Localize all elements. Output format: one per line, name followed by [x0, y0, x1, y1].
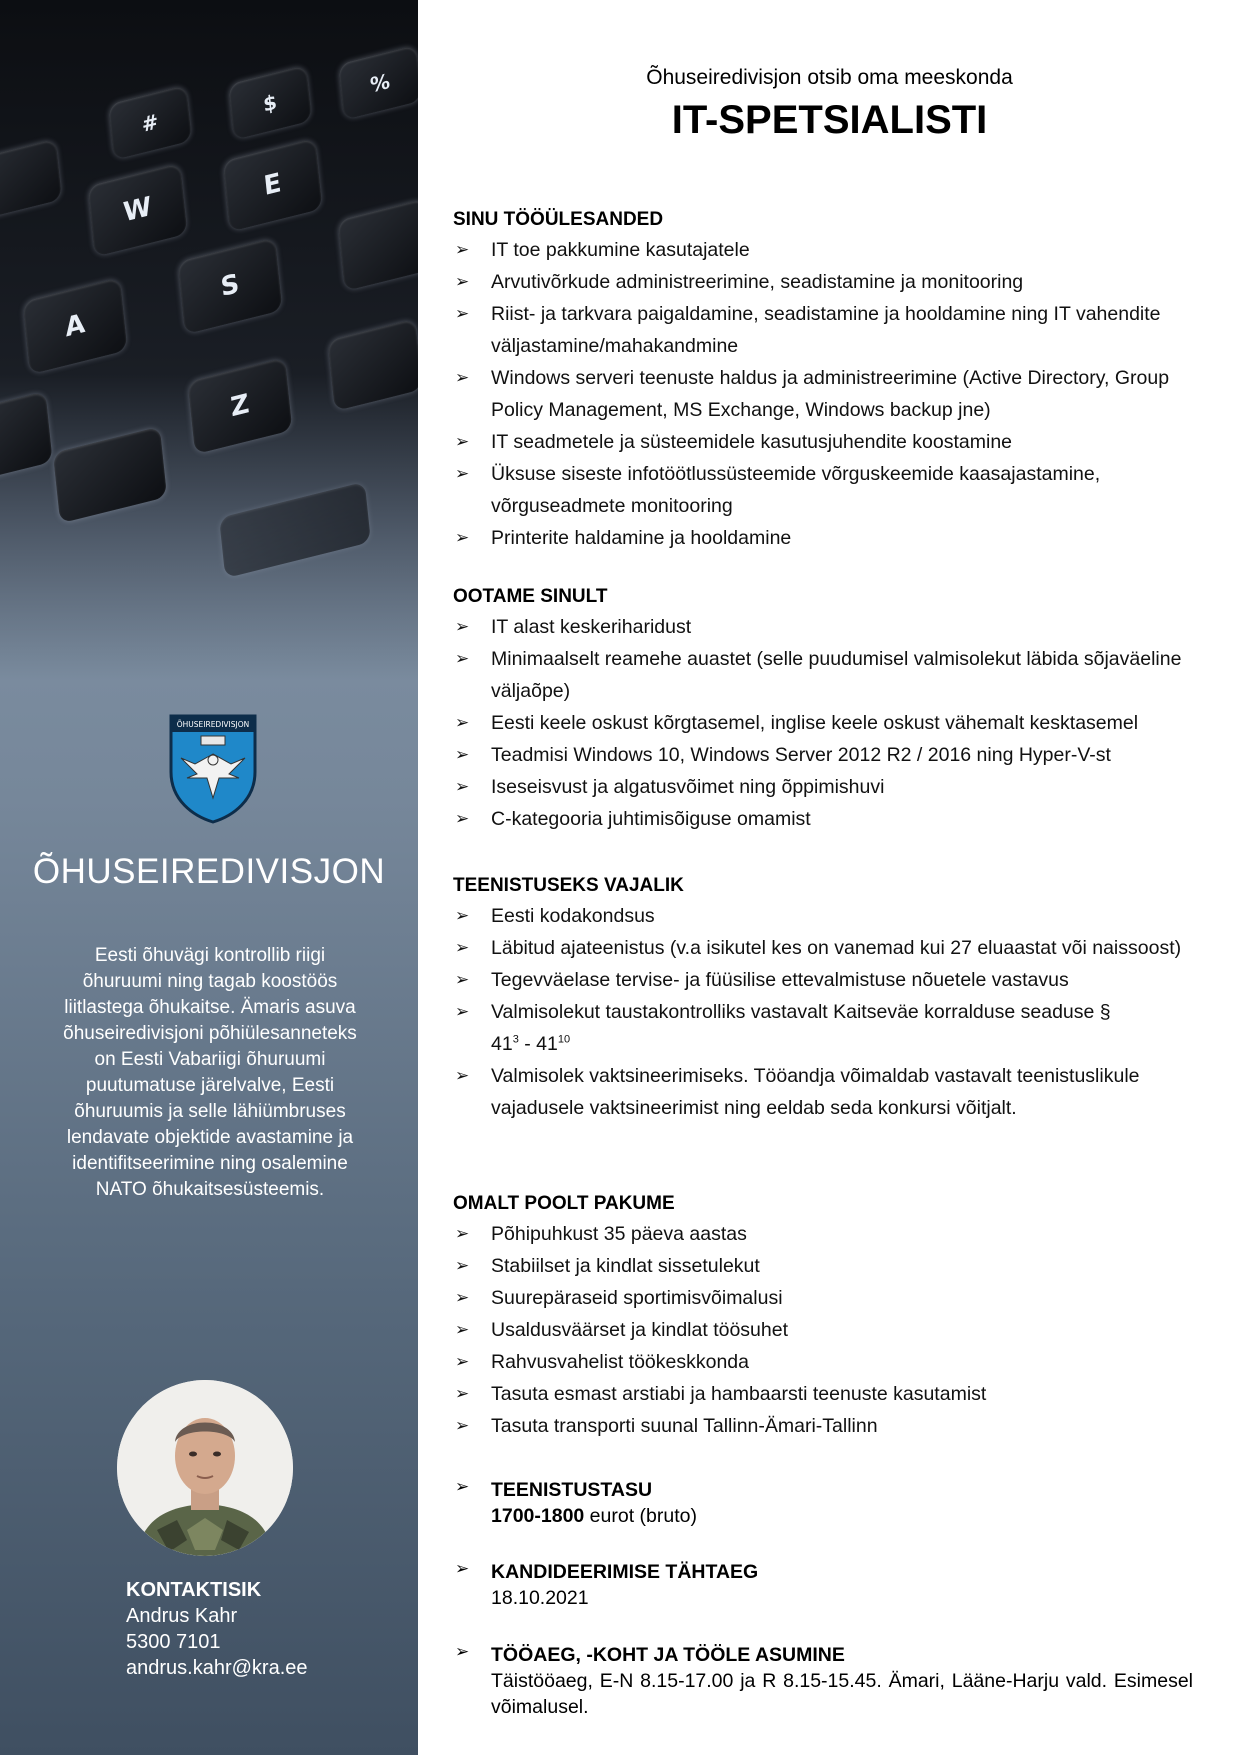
section-title: OMALT POOLT PAKUME [453, 1193, 675, 1214]
arrow-bullet-icon: ➢ [455, 1256, 470, 1276]
contact-email[interactable]: andrus.kahr@kra.ee [126, 1657, 308, 1679]
keyboard-key [219, 482, 371, 579]
section-expect [453, 585, 1193, 835]
deadline-date: 18.10.2021 [491, 1587, 589, 1609]
section-title: SINU TÖÖÜLESANDED [453, 209, 664, 230]
list-item: ➢ Eesti keele oskust kõrgtasemel, inglise keele oskust vähemalt kesktasemel [453, 707, 1193, 739]
keyboard-key: % [338, 45, 418, 120]
list-item: ➢ Iseseisvust ja algatusvõimet ning õppimishuvi [453, 771, 1193, 803]
list-item: ➢ Arvutivõrkude administreerimine, seadistamine ja monitooring [453, 266, 1193, 298]
arrow-bullet-icon: ➢ [455, 1288, 470, 1308]
keyboard-key [0, 391, 53, 478]
list-item: ➢ IT alast keskeriharidust [453, 611, 1193, 643]
arrow-bullet-icon: ➢ [455, 1320, 470, 1340]
list-item: ➢ Minimaalselt reamehe auastet (selle puudumisel valmisolekut läbida sõjaväeline väljaõpe) [453, 643, 1193, 707]
arrow-bullet-icon: ➢ [455, 1066, 470, 1086]
law-reference: $41^3 - 41^{10}$ [491, 1033, 571, 1055]
org-name: ÕHUSEIREDIVISJON [32, 852, 386, 891]
list-item: ➢ Läbitud ajateenistus (v.a isikutel kes on vanemad kui 27 eluaastat või naissoost) [453, 932, 1193, 964]
arrow-bullet-icon: ➢ [455, 1384, 470, 1404]
list-item: ➢ Eesti kodakondsus [453, 900, 1193, 932]
section-title: OOTAME SINULT [453, 586, 608, 607]
arrow-bullet-icon: ➢ [455, 938, 470, 958]
arrow-bullet-icon: ➢ [455, 240, 470, 260]
page-title: IT-SPETSIALISTI [671, 98, 988, 142]
arrow-bullet-icon: ➢ [455, 1642, 470, 1662]
contact-label: KONTAKTISIK [126, 1579, 262, 1601]
arrow-bullet-icon: ➢ [455, 970, 470, 990]
arrow-bullet-icon: ➢ [455, 745, 470, 765]
expect-list [453, 611, 1193, 835]
salary-block [453, 1477, 1193, 1529]
org-description: Eesti õhuvägi kontrollib riigi õhuruumi ning tagab koostöös liitlastega õhukaitse. Ämaris asuva õhuseiredivisjoni põhiülesanneteks on Eesti Vabariigi õhuruumi puutumatuse järelvalve, Eesti õhuruumis ja selle lähiümbruses lendavate objektide avastamine ja identifitseerimine ning osalemine NATO õhukaitsesüsteemis. [63, 945, 357, 1200]
list-item: ➢ Usaldusväärset ja kindlat töösuhet [453, 1314, 1193, 1346]
keyboard-key [0, 139, 62, 221]
keyboard-key: A [23, 278, 128, 375]
arrow-bullet-icon: ➢ [455, 304, 470, 324]
section-duties [453, 208, 1193, 554]
page-intro: Õhuseiredivisjon otsib oma meeskonda [646, 66, 1013, 89]
arrow-bullet-icon: ➢ [455, 464, 470, 484]
contact-block [126, 1577, 308, 1681]
division-emblem-icon [167, 712, 259, 824]
contact-phone: 5300 7101 [126, 1631, 221, 1653]
arrow-bullet-icon: ➢ [455, 1477, 470, 1497]
section-required [453, 874, 1193, 1124]
deadline-title: KANDIDEERIMISE TÄHTAEG [491, 1561, 759, 1583]
section-offer [453, 1192, 1193, 1442]
arrow-bullet-icon: ➢ [455, 432, 470, 452]
required-list [453, 900, 1193, 1124]
arrow-bullet-icon: ➢ [455, 809, 470, 829]
list-item: ➢ Teadmisi Windows 10, Windows Server 2012 R2 / 2016 ning Hyper-V-st [453, 739, 1193, 771]
keyboard-key: $ [228, 65, 311, 140]
sidebar [0, 0, 418, 1755]
arrow-bullet-icon: ➢ [455, 1002, 470, 1022]
arrow-bullet-icon: ➢ [455, 713, 470, 733]
list-item: ➢ IT toe pakkumine kasutajatele [453, 234, 1193, 266]
keyboard-key [328, 319, 418, 411]
arrow-bullet-icon: ➢ [455, 906, 470, 926]
keyboard-key [53, 427, 167, 524]
arrow-bullet-icon: ➢ [455, 617, 470, 637]
list-item: ➢ Valmisolekut taustakontrolliks vastavalt Kaitseväe korralduse seaduse § $41^3 - 41^{10}$ [453, 996, 1193, 1060]
worktime-title: TÖÖAEG, -KOHT JA TÖÖLE ASUMINE [491, 1644, 845, 1666]
arrow-bullet-icon: ➢ [455, 1224, 470, 1244]
duties-list [453, 234, 1193, 554]
keyboard-key: # [108, 85, 191, 160]
list-item: ➢ Tegevväelase tervise- ja füüsilise ettevalmistuse nõuetele vastavus [453, 964, 1193, 996]
keyboard-key: Z [188, 358, 293, 455]
arrow-bullet-icon: ➢ [455, 528, 470, 548]
list-item: ➢ Valmisolek vaktsineerimiseks. Tööandja võimaldab vastavalt teenistuslikule vajadusele vaktsineerimist ning eeldab seda konkursi võitjalt. [453, 1060, 1193, 1124]
list-item: ➢ Windows serveri teenuste haldus ja administreerimine (Active Directory, Group Policy Management, MS Exchange, Windows backup jne) [453, 362, 1193, 426]
list-item: ➢ Rahvusvahelist töökeskkonda [453, 1346, 1193, 1378]
arrow-bullet-icon: ➢ [455, 777, 470, 797]
deadline-block [453, 1559, 1193, 1611]
keyboard-photo [0, 0, 418, 680]
arrow-bullet-icon: ➢ [455, 1416, 470, 1436]
list-item: ➢ Riist- ja tarkvara paigaldamine, seadistamine ja hooldamine ning IT vahendite väljastamine/mahakandmine [453, 298, 1193, 362]
section-title: TEENISTUSEKS VAJALIK [453, 875, 684, 896]
list-item: ➢ C-kategooria juhtimisõiguse omamist [453, 803, 1193, 835]
arrow-bullet-icon: ➢ [455, 1352, 470, 1372]
list-item: ➢ Printerite haldamine ja hooldamine [453, 522, 1193, 554]
list-item: ➢ Suurepäraseid sportimisvõimalusi [453, 1282, 1193, 1314]
arrow-bullet-icon: ➢ [455, 272, 470, 292]
svg-text:ÕHUSEIREDIVISJON: ÕHUSEIREDIVISJON [176, 720, 250, 729]
worktime-text: Täistööaeg, E-N 8.15-17.00 ja R 8.15-15.45. Ämari, Lääne-Harju vald. Esimesel võimalusel. [491, 1670, 1193, 1718]
list-item: ➢ Stabiilset ja kindlat sissetulekut [453, 1250, 1193, 1282]
salary-title: TEENISTUSTASU [491, 1479, 653, 1501]
list-item: ➢ Üksuse siseste infotöötlussüsteemide võrguskeemide kaasajastamine, võrguseadmete monitooring [453, 458, 1193, 522]
keyboard-key: S [178, 238, 283, 335]
list-item: ➢ Tasuta esmast arstiabi ja hambaarsti teenuste kasutamist [453, 1378, 1193, 1410]
list-item: ➢ IT seadmetele ja süsteemidele kasutusjuhendite koostamine [453, 426, 1193, 458]
list-item: ➢ Tasuta transporti suunal Tallinn-Ämari-Tallinn [453, 1410, 1193, 1442]
arrow-bullet-icon: ➢ [455, 1559, 470, 1579]
contact-name: Andrus Kahr [126, 1605, 238, 1627]
arrow-bullet-icon: ➢ [455, 649, 470, 669]
keyboard-key: W [88, 163, 188, 256]
offer-list [453, 1218, 1193, 1442]
salary-value: 1700-1800 eurot (bruto) [491, 1505, 697, 1527]
keyboard-key [338, 199, 418, 291]
keyboard-key: E [223, 138, 323, 231]
worktime-block [453, 1642, 1193, 1720]
arrow-bullet-icon: ➢ [455, 368, 470, 388]
contact-person-photo [117, 1380, 293, 1556]
list-item: ➢ Põhipuhkust 35 päeva aastas [453, 1218, 1193, 1250]
